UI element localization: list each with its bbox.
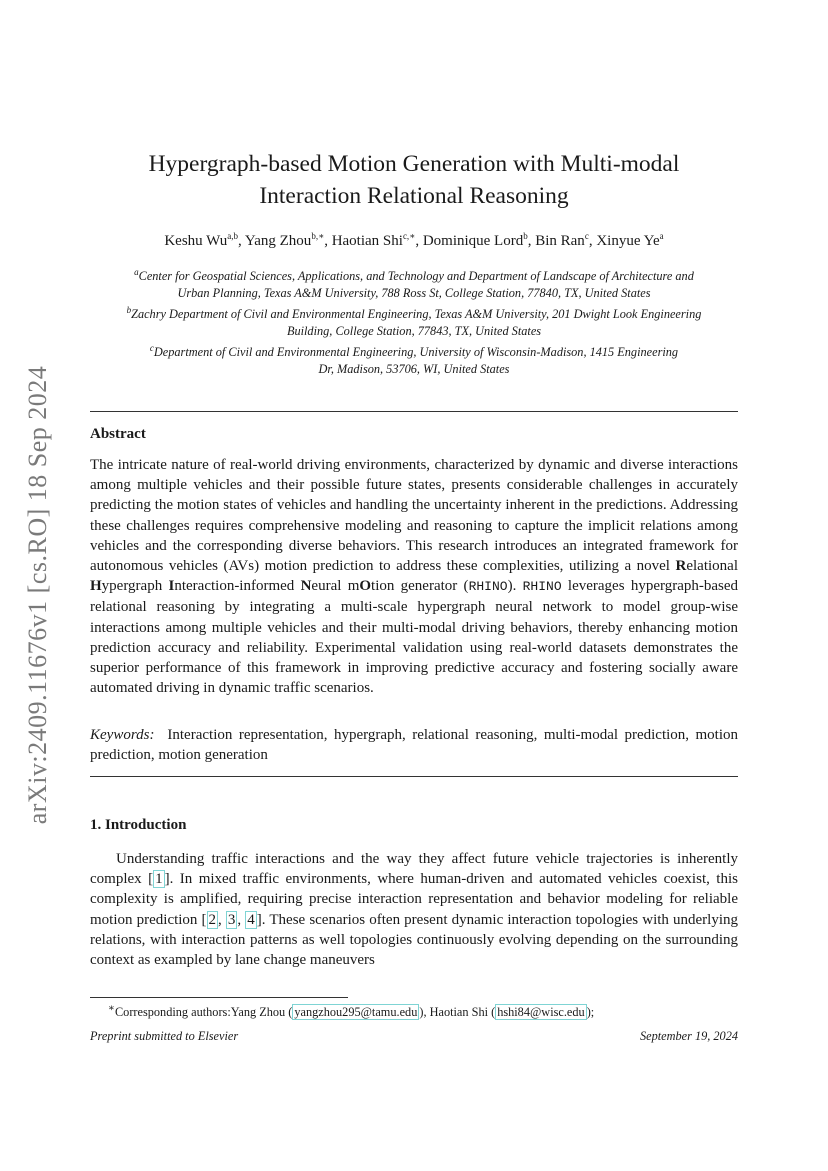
- footnote-rule: [90, 997, 348, 998]
- footer-preprint-note: Preprint submitted to Elsevier: [90, 1029, 239, 1043]
- abstract-text: The intricate nature of real-world driving environments, characterized by dynamic and diverse interactions among multiple vehicles and their possible future states, presents considerable challenges in accurately predicting the motion states of vehicles and handling the uncertainty inherent in the predictions. Addressing these challenges requires comprehensive modeling and reasoning to capture the implicit relations among vehicles and the corresponding diverse behaviors. This research introduces an integrated framework for autonomous vehicles (AVs) motion prediction to address these complexities, utilizing a novel Relational Hypergraph Interaction-informed Neural mOtion generator (RHINO). RHINO leverages hypergraph-based relational reasoning by integrating a multi-scale hypergraph neural network to model group-wise interactions among multiple vehicles and their multi-modal driving behaviors, thereby enhancing motion prediction accuracy and reliability. Experimental validation using real-world datasets demonstrates the superior performance of this framework in improving predictive accuracy and fostering socially aware automated driving in dynamic traffic scenarios.: [90, 457, 738, 697]
- author-list: Keshu Wu$^{a,b}$, Yang Zhou$^{b,∗}$, Haotian Shi$^{c,∗}$, Dominique Lord$^b$, Bin Ran$^c$, Xinyue Ye$^a$: [164, 231, 664, 249]
- keywords: [90, 725, 738, 765]
- affiliation: $^c$Department of Civil and Environmental Engineering, University of Wisconsin-Madison, 1415 Engineering Dr, Madison, 53706, WI, United States: [149, 343, 679, 377]
- footer-date: September 19, 2024: [639, 1029, 738, 1043]
- citation-link[interactable]: 3: [227, 911, 236, 928]
- abstract-top-rule: [90, 411, 738, 412]
- citation-link[interactable]: 2: [208, 911, 217, 928]
- footnote: ∗Corresponding authors:Yang Zhou ( yangzhou295@tamu.edu ), Haotian Shi ( hshi84@wisc.edu );: [108, 1003, 595, 1020]
- affiliation: $^b$Zachry Department of Civil and Environmental Engineering, Texas A&M University, 201 Dwight Look Engineering Building, College Station, 77843, TX, United States: [126, 305, 702, 339]
- arxiv-id: arXiv:2409.11676v1 [cs.RO] 18 Sep 2024: [23, 365, 52, 825]
- keywords-label: Keywords:: [90, 727, 155, 743]
- abstract-bottom-rule: [90, 776, 738, 777]
- author: Bin Ran$^c$: [535, 231, 589, 249]
- author: Keshu Wu$^{a,b}$: [164, 231, 238, 249]
- keywords-text: Interaction representation, hypergraph, relational reasoning, multi-modal prediction, motion prediction, motion generation: [90, 727, 739, 764]
- author: Dominique Lord$^b$: [422, 231, 528, 249]
- author: Xinyue Ye$^a$: [596, 231, 664, 249]
- author: Yang Zhou$^{b,∗}$: [244, 231, 325, 249]
- abstract-heading: Abstract: [90, 426, 146, 442]
- introduction-body: [90, 849, 738, 970]
- abstract-body: [90, 455, 738, 698]
- citation-link[interactable]: 1: [155, 871, 163, 888]
- email-link[interactable]: yangzhou295@tamu.edu: [294, 1005, 418, 1020]
- paper-title: Hypergraph-based Motion Generation with Multi-modal Interaction Relational Reasoning: [148, 151, 680, 209]
- section-heading-introduction: 1. Introduction: [90, 817, 187, 833]
- affiliations: [88, 264, 740, 378]
- email-link[interactable]: hshi84@wisc.edu: [497, 1005, 585, 1020]
- affiliation: $^a$Center for Geospatial Sciences, Applications, and Technology and Department of Landscape of Architecture and Urban Planning, Texas A&M University, 788 Ross St, College Station, 77840, TX, United States: [134, 267, 694, 301]
- arxiv-sidebar-stamp: [8, 330, 68, 860]
- citation-link[interactable]: 4: [247, 911, 255, 928]
- author: Haotian Shi$^{c,∗}$: [331, 231, 416, 249]
- introduction-paragraph: Understanding traffic interactions and the way they affect future vehicle trajectories is inherently complex [ 1 ]. In mixed traffic environments, where human-driven and automated vehicles coexist, this complexity is amplified, requiring precise interaction representation and behavior modeling for reliable motion prediction [ 2 , 3 , 4 ]. These scenarios often present dynamic interaction topologies with underlying relations, with interaction patterns as well topologies continuously evolving depending on the surrounding context as exampled by lane change maneuvers: [90, 851, 739, 969]
